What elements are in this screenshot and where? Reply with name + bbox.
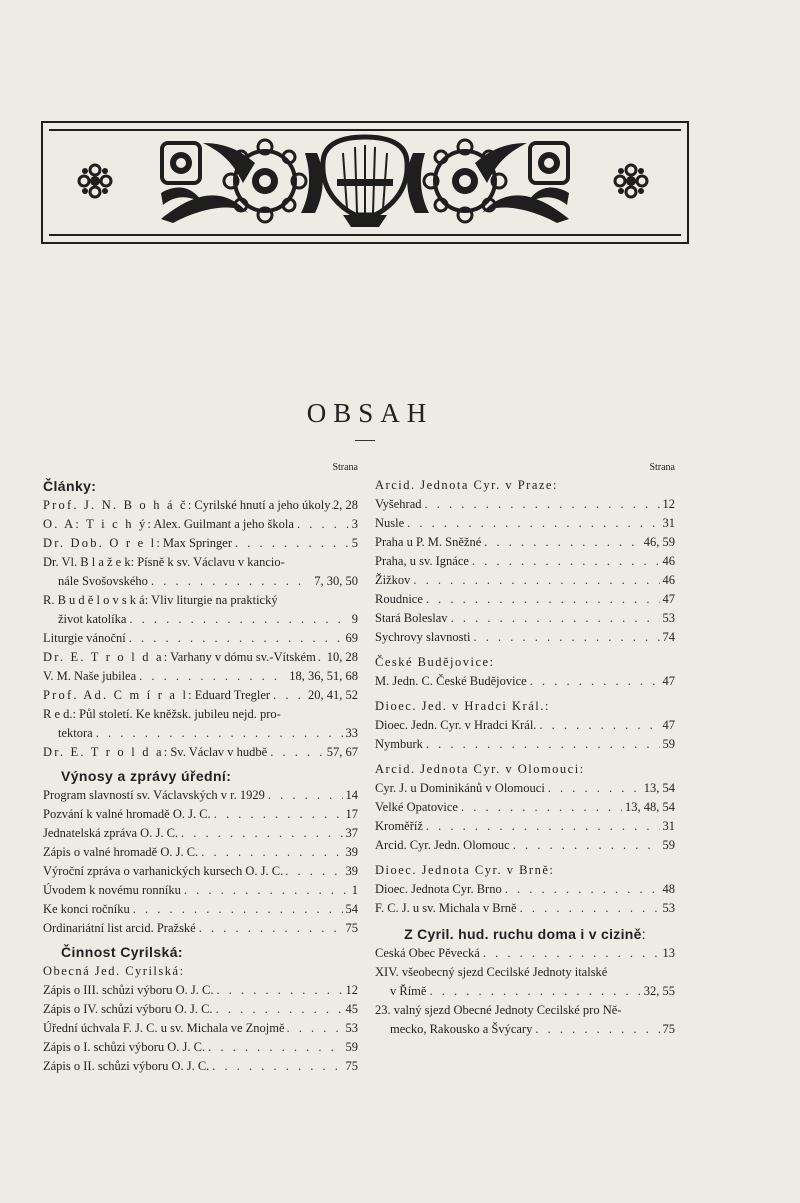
toc-entry[interactable]: Zápis o I. schůzi výboru O. J. C. . . . 59 — [43, 1038, 358, 1057]
page-number: 31 — [662, 819, 675, 833]
toc-entry[interactable]: F. C. J. u sv. Michala v Brně . . . 53 — [375, 899, 675, 918]
lyre-icon — [301, 137, 429, 227]
page-number: 32, 55 — [643, 984, 675, 998]
toc-entry[interactable]: Vyšehrad . . . 12 — [375, 495, 675, 514]
page-number: 46, 59 — [643, 535, 675, 549]
right-column — [375, 462, 675, 1039]
page-number: 45 — [345, 1002, 358, 1016]
page-column-label: Strana — [649, 462, 675, 473]
page-number: 57, 67 — [326, 745, 358, 759]
page-column-label: Strana — [332, 462, 358, 473]
page-number: 48 — [662, 882, 675, 896]
toc-entry[interactable]: Nusle . . . 31 — [375, 514, 675, 533]
page-number: 7, 30, 50 — [314, 574, 358, 588]
section-heading-abroad: Z Cyril. hud. ruchu doma i v cizině: — [404, 926, 646, 942]
toc-entry[interactable]: XIV. všeobecný sjezd Cecilské Jednoty italské v Římě . . . 32, 55 — [375, 963, 675, 1001]
toc-entry[interactable]: Dr. Dob. O r e l: Max Springer . . . 5 — [43, 534, 358, 553]
page-number: 10, 28 — [326, 650, 358, 664]
page-number: 13, 54 — [643, 781, 675, 795]
toc-entry[interactable]: Arcid. Cyr. Jedn. Olomouc . . . 59 — [375, 836, 675, 855]
page-number: 12 — [662, 497, 675, 511]
page-number: 2, 28 — [333, 498, 358, 512]
page-number: 20, 41, 52 — [308, 688, 358, 702]
subheading-obecna-jednota: Obecná Jed. Cyrilská: — [43, 964, 185, 978]
page-number: 46 — [662, 573, 675, 587]
toc-entry[interactable]: Jednatelská zpráva O. J. C. . . . 37 — [43, 824, 358, 843]
page-number: 53 — [345, 1021, 358, 1035]
page-number: 75 — [345, 921, 358, 935]
toc-entry[interactable]: Zápis o II. schůzi výboru O. J. C. . . . 75 — [43, 1057, 358, 1076]
page-number: 39 — [345, 845, 358, 859]
page-number: 53 — [662, 611, 675, 625]
toc-entry[interactable]: Praha u P. M. Sněžné . . . 46, 59 — [375, 533, 675, 552]
toc-entry[interactable]: Dr. Vl. B l a ž e k: Písně k sv. Václavu v kancio- nále Svošovského . . . 7, 30, 50 — [43, 553, 358, 591]
page-number: 75 — [662, 1022, 675, 1036]
page-number: 59 — [345, 1040, 358, 1054]
toc-entry[interactable]: Prof. Ad. C m í r a l: Eduard Tregler . . . 20, 41, 52 — [43, 686, 358, 705]
toc-entry[interactable]: Pozvání k valné hromadě O. J. C. . . . 17 — [43, 805, 358, 824]
toc-entry[interactable]: Dr. E. T r o l d a: Sv. Václav v hudbě . . . 57, 67 — [43, 743, 358, 762]
toc-entry[interactable]: Dioec. Jedn. Cyr. v Hradci Král. . . . 47 — [375, 716, 675, 735]
page-number: 33 — [345, 726, 358, 740]
toc-entry[interactable]: O. A: T i c h ý: Alex. Guilmant a jeho škola . . . 3 — [43, 515, 358, 534]
toc-entry[interactable]: Velké Opatovice . . . 13, 48, 54 — [375, 798, 675, 817]
page-number: 74 — [662, 630, 675, 644]
toc-entry[interactable]: Úvodem k novému ronníku . . . 1 — [43, 881, 358, 900]
right-rosette-icon — [615, 165, 647, 197]
page-number: 39 — [345, 864, 358, 878]
toc-entry[interactable]: Nymburk . . . 59 — [375, 735, 675, 754]
section-heading-clanky: Články: — [43, 478, 97, 494]
toc-entry[interactable]: Cyr. J. u Dominikánů v Olomouci . . . 13, 54 — [375, 779, 675, 798]
toc-entry[interactable]: Program slavností sv. Václavských v r. 1929 . . . 14 — [43, 786, 358, 805]
toc-entry[interactable]: V. M. Naše jubilea . . . 18, 36, 51, 68 — [43, 667, 358, 686]
toc-entry[interactable]: Roudnice . . . 47 — [375, 590, 675, 609]
page-number: 37 — [345, 826, 358, 840]
page-number: 17 — [345, 807, 358, 821]
toc-entry[interactable]: Zápis o IV. schůzi výboru O. J. C. . . . 45 — [43, 1000, 358, 1019]
group-heading-olomouc: Arcid. Jednota Cyr. v Olomouci: — [375, 762, 585, 776]
toc-entry[interactable]: Výroční zpráva o varhanických kursech O. J. C. . . . 39 — [43, 862, 358, 881]
toc-entry[interactable]: Zápis o valné hromadě O. J. C. . . . 39 — [43, 843, 358, 862]
section-heading-vynosy: Výnosy a zprávy úřední: — [61, 768, 232, 784]
toc-entry[interactable]: Ke konci ročníku . . . 54 — [43, 900, 358, 919]
vynosy-list — [43, 786, 358, 938]
page-number: 47 — [662, 592, 675, 606]
page-number: 14 — [345, 788, 358, 802]
page-number: 12 — [345, 983, 358, 997]
page-number: 54 — [345, 902, 358, 916]
left-rosette-icon — [79, 165, 111, 197]
toc-entry[interactable]: Ordinariátní list arcid. Pražské . . . 75 — [43, 919, 358, 938]
toc-entry[interactable]: Prof. J. N. B o h á č: Cyrilské hnutí a jeho úkoly . . . 2, 28 — [43, 496, 358, 515]
page-number: 75 — [345, 1059, 358, 1073]
toc-entry[interactable]: Praha, u sv. Ignáce . . . 46 — [375, 552, 675, 571]
toc-entry[interactable]: Liturgie vánoční . . . 69 — [43, 629, 358, 648]
toc-entry[interactable]: Úřední úchvala F. J. C. u sv. Michala ve Znojmě . . . 53 — [43, 1019, 358, 1038]
cinnost-list — [43, 981, 358, 1076]
page-title: OBSAH — [306, 398, 434, 428]
toc-entry[interactable]: Dr. E. T r o l d a: Varhany v dómu sv.-Vítském . . . 10, 28 — [43, 648, 358, 667]
left-flower-icon — [224, 140, 306, 222]
page-number: 9 — [351, 612, 358, 626]
page-number: 5 — [351, 536, 358, 550]
right-flower-icon — [424, 140, 506, 222]
page-number: 1 — [351, 883, 358, 897]
ornament-graphic — [43, 123, 687, 242]
page-number: 18, 36, 51, 68 — [289, 669, 358, 683]
page-number: 59 — [662, 838, 675, 852]
page-number: 13 — [662, 946, 675, 960]
toc-entry[interactable]: Žižkov . . . 46 — [375, 571, 675, 590]
page-number: 46 — [662, 554, 675, 568]
toc-entry[interactable]: 23. valný sjezd Obecné Jednoty Cecilské pro Ně- mecko, Rakousko a Švýcary . . . 75 — [375, 1001, 675, 1039]
group-heading-hradec: Dioec. Jed. v Hradci Král.: — [375, 699, 550, 713]
group-heading-budejovice: České Budějovice: — [375, 655, 495, 669]
toc-entry[interactable]: Kroměříž . . . 31 — [375, 817, 675, 836]
toc-entry[interactable]: M. Jedn. C. České Budějovice . . . 47 — [375, 672, 675, 691]
page-number: 59 — [662, 737, 675, 751]
left-column — [43, 462, 358, 1076]
toc-entry[interactable]: Ceská Obec Pěvecká . . . 13 — [375, 944, 675, 963]
title-underline — [355, 440, 375, 441]
section-heading-cinnost: Činnost Cyrilská: — [61, 944, 183, 960]
page-number: 69 — [345, 631, 358, 645]
page-number: 13, 48, 54 — [625, 800, 675, 814]
toc-entry[interactable]: Zápis o III. schůzi výboru O. J. C. . . . 12 — [43, 981, 358, 1000]
page-number: 47 — [662, 718, 675, 732]
toc-entry[interactable]: Stará Boleslav . . . 53 — [375, 609, 675, 628]
page-number: 47 — [662, 674, 675, 688]
group-heading-brno: Dioec. Jednota Cyr. v Brně: — [375, 863, 555, 877]
page-number: 3 — [351, 517, 358, 531]
clanky-list — [43, 496, 358, 762]
page-number: 53 — [662, 901, 675, 915]
group-heading-praha: Arcid. Jednota Cyr. v Praze: — [375, 478, 558, 492]
ornamental-header — [41, 121, 689, 244]
toc-entry[interactable]: Sychrovy slavnosti . . . 74 — [375, 628, 675, 647]
toc-entry[interactable]: R. B u d ě l o v s k á: Vliv liturgie na praktický život katolíka . . . 9 — [43, 591, 358, 629]
page-number: 31 — [662, 516, 675, 530]
toc-entry[interactable]: Dioec. Jednota Cyr. Brno . . . 48 — [375, 880, 675, 899]
toc-entry[interactable]: R e d.: Půl století. Ke kněžsk. jubileu nejd. pro- tektora . . . 33 — [43, 705, 358, 743]
